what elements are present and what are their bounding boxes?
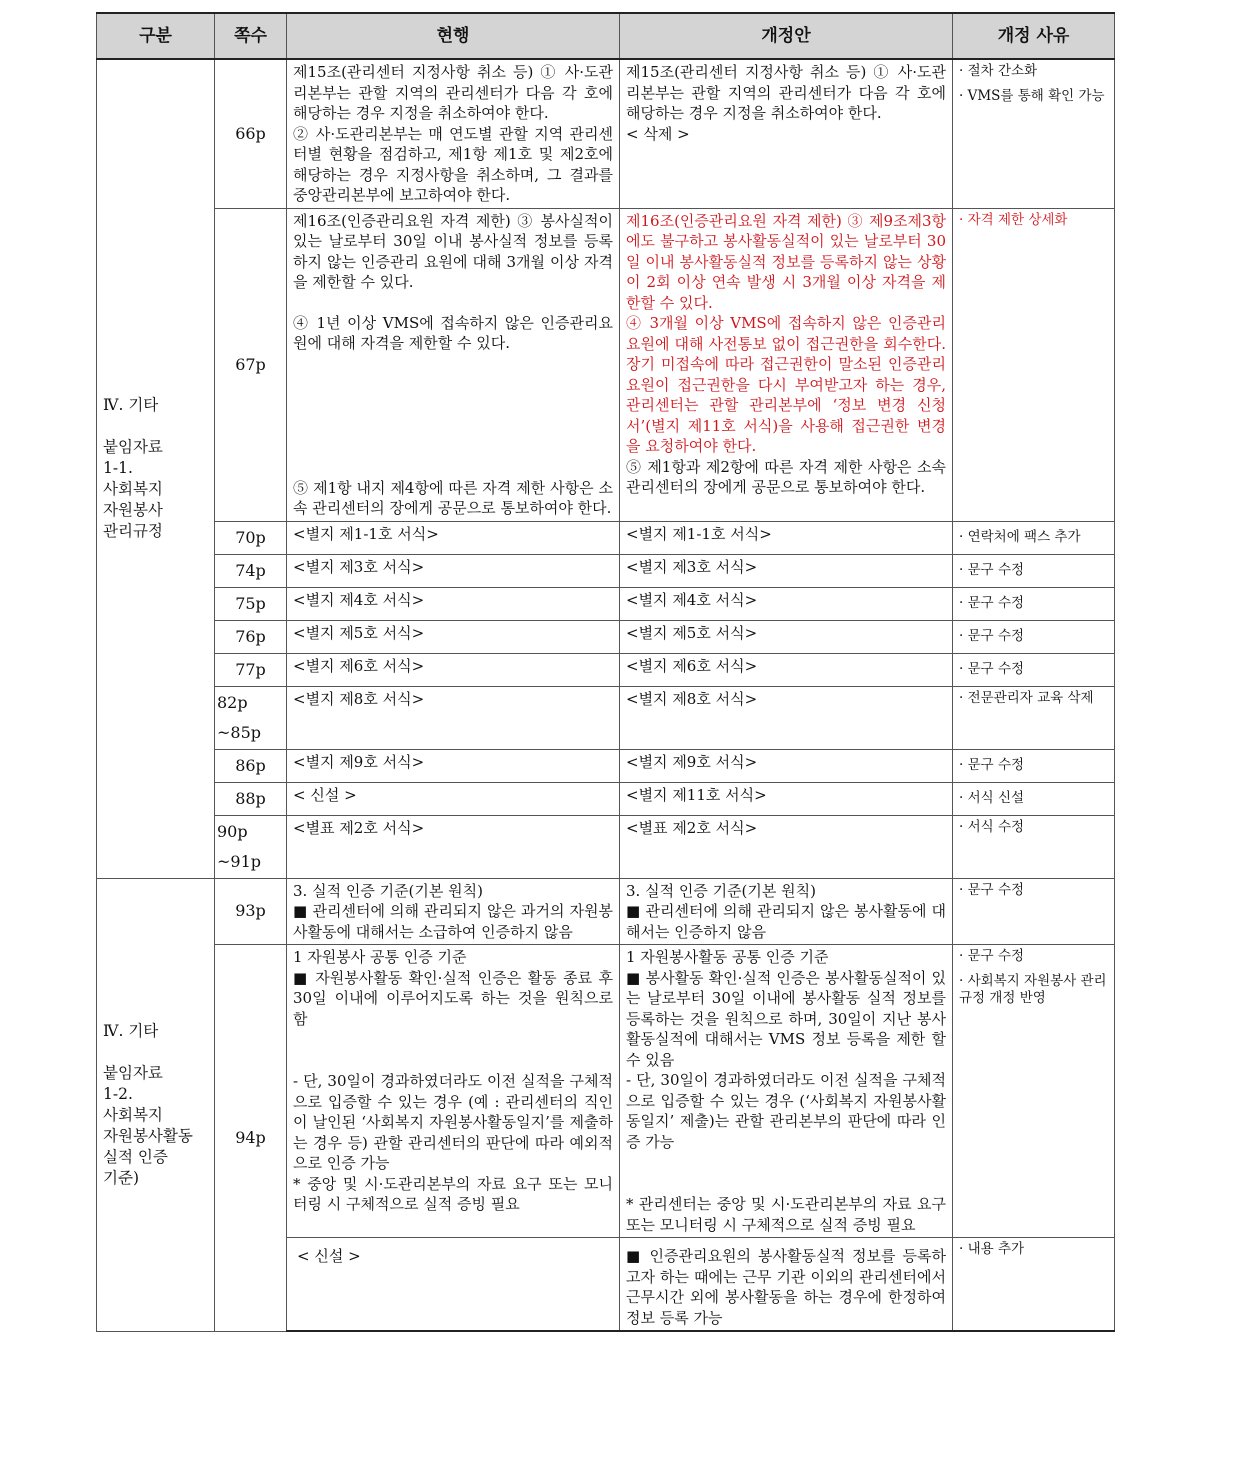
proposed-cell <box>620 945 953 1238</box>
table-row <box>97 945 1115 1238</box>
reason-cell: · 문구 수정 <box>953 878 1115 945</box>
current-cell <box>287 1238 620 1332</box>
proposed-cell: <별표 제2호 서식> <box>620 815 953 878</box>
current-text: 1 자원봉사 공통 인증 기준 ■ 자원봉사활동 확인·실적 인증은 활동 종료 후 30일 이내에 이루어지도록 하는 것을 원칙으로 함 <box>293 948 613 1028</box>
proposed-cell <box>620 1238 953 1332</box>
section-cell-1 <box>97 59 215 878</box>
table-row <box>97 878 1115 945</box>
proposed-cell <box>620 59 953 208</box>
table-row <box>97 208 1115 521</box>
current-text: ⑤ 제1항 내지 제4항에 따른 자격 제한 사항은 소속 관리센터의 장에게 공문으로 통보하여야 한다. <box>293 478 613 517</box>
reason-text: · 자격 제한 상세화 <box>959 211 1068 228</box>
comparison-table <box>96 12 1115 1332</box>
proposed-text: 제15조(관리센터 지정사항 취소 등) ① 사·도관리본부는 관할 지역의 관리센터가 다음 각 호에 해당하는 경우 지정을 취소하여야 한다. <box>626 63 946 122</box>
table-row <box>97 686 1115 749</box>
proposed-text: ⑤ 제1항과 제2항에 따른 자격 제한 사항은 소속 관리센터의 장에게 공문으로 통보하여야 한다. <box>626 457 946 496</box>
page-cell: 76p <box>215 620 287 653</box>
current-text: - 단, 30일이 경과하였더라도 이전 실적을 구체적으로 입증할 수 있는 경우 (예 : 관리센터의 직인이 날인된 ‘사회복지 자원봉사활동일지’를 제출하는 경우 등) 관할 관리센터의 판단에 따라 예외적으로 인증 가능 * 중앙 및 시·도관리본부의 자료 요구 또는 모니터링 시 구체적으로 실적 증빙 필요 <box>293 1072 613 1213</box>
reason-cell: · 문구 수정 <box>953 749 1115 782</box>
table-row <box>97 620 1115 653</box>
reason-cell <box>953 59 1115 208</box>
header-proposed: 개정안 <box>620 13 953 59</box>
current-cell: <별표 제2호 서식> <box>287 815 620 878</box>
current-cell: <별지 제8호 서식> <box>287 686 620 749</box>
page-label: 82p ~85p <box>217 692 262 742</box>
section-cell-2 <box>97 878 215 1331</box>
current-cell: <별지 제5호 서식> <box>287 620 620 653</box>
header-page: 쪽수 <box>215 13 287 59</box>
page-cell <box>215 815 287 878</box>
reason-text: · 절차 간소화 <box>959 63 1038 79</box>
page-cell: 70p <box>215 521 287 554</box>
reason-cell <box>953 945 1115 1238</box>
header-current: 현행 <box>287 13 620 59</box>
page-cell: 94p <box>215 945 287 1332</box>
table-row <box>97 554 1115 587</box>
page-cell: 66p <box>215 59 287 208</box>
page-cell: 93p <box>215 878 287 945</box>
proposed-text: * 관리센터는 중앙 및 시·도관리본부의 자료 요구 또는 모니터링 시 구체적으로 실적 증빙 필요 <box>626 1195 946 1234</box>
proposed-cell <box>620 878 953 945</box>
proposed-text: 3. 실적 인증 기준(기본 원칙) ■ 관리센터에 의해 관리되지 않은 봉사활동에 대해서는 인증하지 않음 <box>626 881 946 941</box>
page-cell: 67p <box>215 208 287 521</box>
table-row <box>97 653 1115 686</box>
reason-cell: · 문구 수정 <box>953 554 1115 587</box>
table-row <box>97 521 1115 554</box>
proposed-cell: <별지 제6호 서식> <box>620 653 953 686</box>
current-text: 제15조(관리센터 지정사항 취소 등) ① 사·도관리본부는 관할 지역의 관리센터가 다음 각 호에 해당하는 경우 지정을 취소하여야 한다. <box>293 63 613 122</box>
section-label: Ⅳ. 기타 붙임자료 1-2. 사회복지 자원봉사활동 실적 인증 기준) <box>103 1021 193 1187</box>
reason-cell: · 문구 수정 <box>953 653 1115 686</box>
proposed-cell: <별지 제11호 서식> <box>620 782 953 815</box>
proposed-cell <box>620 208 953 521</box>
current-cell: <별지 제1-1호 서식> <box>287 521 620 554</box>
reason-cell: · 내용 추가 <box>953 1238 1115 1332</box>
page-label: 90p ~91p <box>217 821 262 871</box>
current-cell <box>287 59 620 208</box>
proposed-text: 1 자원봉사활동 공통 인증 기준 ■ 봉사활동 확인·실적 인증은 봉사활동실적이 있는 날로부터 30일 이내에 봉사활동 실적 정보를 등록하는 것을 원칙으로 하며, 30일이 지난 봉사활동실적에 대해서는 VMS 정보 등록을 제한 할 수 있음 - 단, 30일이 경과하였더라도 이전 실적을 구체적으로 입증할 수 있는 경우 (‘사회복지 자원봉사활동일지’ 제출)는 관할 관리본부의 판단에 따라 인증 가능 <box>626 948 946 1151</box>
current-cell <box>287 878 620 945</box>
header-section: 구분 <box>97 13 215 59</box>
section-label: Ⅳ. 기타 붙임자료 1-1. 사회복지 자원봉사 관리규정 <box>103 396 163 541</box>
current-cell: <별지 제3호 서식> <box>287 554 620 587</box>
table-row <box>97 749 1115 782</box>
proposed-text-changed: 제16조(인증관리요원 자격 제한) ③ 제9조제3항에도 불구하고 봉사활동실적이 있는 날로부터 30일 이내 봉사활동실적 정보를 등록하지 않는 상황이 2회 이상 연속 발생 시 3개월 이상 자격을 제한할 수 있다. <box>626 211 946 312</box>
current-text: 제16조(인증관리요원 자격 제한) ③ 봉사실적이 있는 날로부터 30일 이내 봉사실적 정보를 등록하지 않는 인증관리 요원에 대해 3개월 이상 자격을 제한할 수 있다. <box>293 211 613 291</box>
reason-cell: · 연락처에 팩스 추가 <box>953 521 1115 554</box>
reason-text: · 문구 수정 <box>959 948 1025 964</box>
current-text: ② 사·도관리본부는 매 연도별 관할 지역 관리센터별 현황을 점검하고, 제1항 제1호 및 제2호에 해당하는 경우 지정사항을 취소하며, 그 결과를 중앙관리본부에 보고하여야 한다. <box>293 124 613 204</box>
reason-cell: · 서식 수정 <box>953 815 1115 878</box>
reason-cell: · 전문관리자 교육 삭제 <box>953 686 1115 749</box>
reason-cell: · 문구 수정 <box>953 620 1115 653</box>
table-header-row <box>97 13 1115 59</box>
current-text: ④ 1년 이상 VMS에 접속하지 않은 인증관리요원에 대해 자격을 제한할 수 있다. <box>293 313 613 352</box>
page-cell: 75p <box>215 587 287 620</box>
page-cell: 77p <box>215 653 287 686</box>
page-cell: 74p <box>215 554 287 587</box>
reason-text: · 사회복지 자원봉사 관리규정 개정 반영 <box>959 973 1107 1006</box>
proposed-cell: <별지 제1-1호 서식> <box>620 521 953 554</box>
current-cell: <별지 제4호 서식> <box>287 587 620 620</box>
current-text: < 신설 > <box>297 1247 361 1265</box>
proposed-cell: <별지 제8호 서식> <box>620 686 953 749</box>
current-cell <box>287 208 620 521</box>
proposed-cell: <별지 제3호 서식> <box>620 554 953 587</box>
current-cell: < 신설 > <box>287 782 620 815</box>
table-row <box>97 59 1115 208</box>
current-cell <box>287 945 620 1238</box>
header-reason: 개정 사유 <box>953 13 1115 59</box>
reason-cell: · 문구 수정 <box>953 587 1115 620</box>
current-cell: <별지 제6호 서식> <box>287 653 620 686</box>
proposed-text: < 삭제 > <box>626 124 690 143</box>
proposed-cell: <별지 제5호 서식> <box>620 620 953 653</box>
table-row <box>97 815 1115 878</box>
proposed-text: ■ 인증관리요원의 봉사활동실적 정보를 등록하고자 하는 때에는 근무 기관 이외의 관리센터에서 근무시간 외에 봉사활동을 하는 경우에 한정하여 정보 등록 가능 <box>626 1247 946 1327</box>
current-cell: <별지 제9호 서식> <box>287 749 620 782</box>
proposed-text-changed: ④ 3개월 이상 VMS에 접속하지 않은 인증관리요원에 대해 사전통보 없이 접근권한을 회수한다. 장기 미접속에 따라 접근권한이 말소된 인증관리요원이 접근권한을 다시 부여받고자 하는 경우, 관리센터는 관할 관리본부에 ‘정보 변경 신청서’(별지 제11호 서식)을 사용해 접근권한 변경을 요청하여야 한다. <box>626 314 946 455</box>
proposed-cell: <별지 제4호 서식> <box>620 587 953 620</box>
page-cell: 88p <box>215 782 287 815</box>
table-row <box>97 782 1115 815</box>
reason-text: · VMS를 통해 확인 가능 <box>959 88 1105 104</box>
reason-cell <box>953 208 1115 521</box>
current-text: 3. 실적 인증 기준(기본 원칙) ■ 관리센터에 의해 관리되지 않은 과거의 자원봉사활동에 대해서는 소급하여 인증하지 않음 <box>293 881 613 941</box>
proposed-cell: <별지 제9호 서식> <box>620 749 953 782</box>
page-cell: 86p <box>215 749 287 782</box>
table-row <box>97 587 1115 620</box>
reason-cell: · 서식 신설 <box>953 782 1115 815</box>
page-cell <box>215 686 287 749</box>
